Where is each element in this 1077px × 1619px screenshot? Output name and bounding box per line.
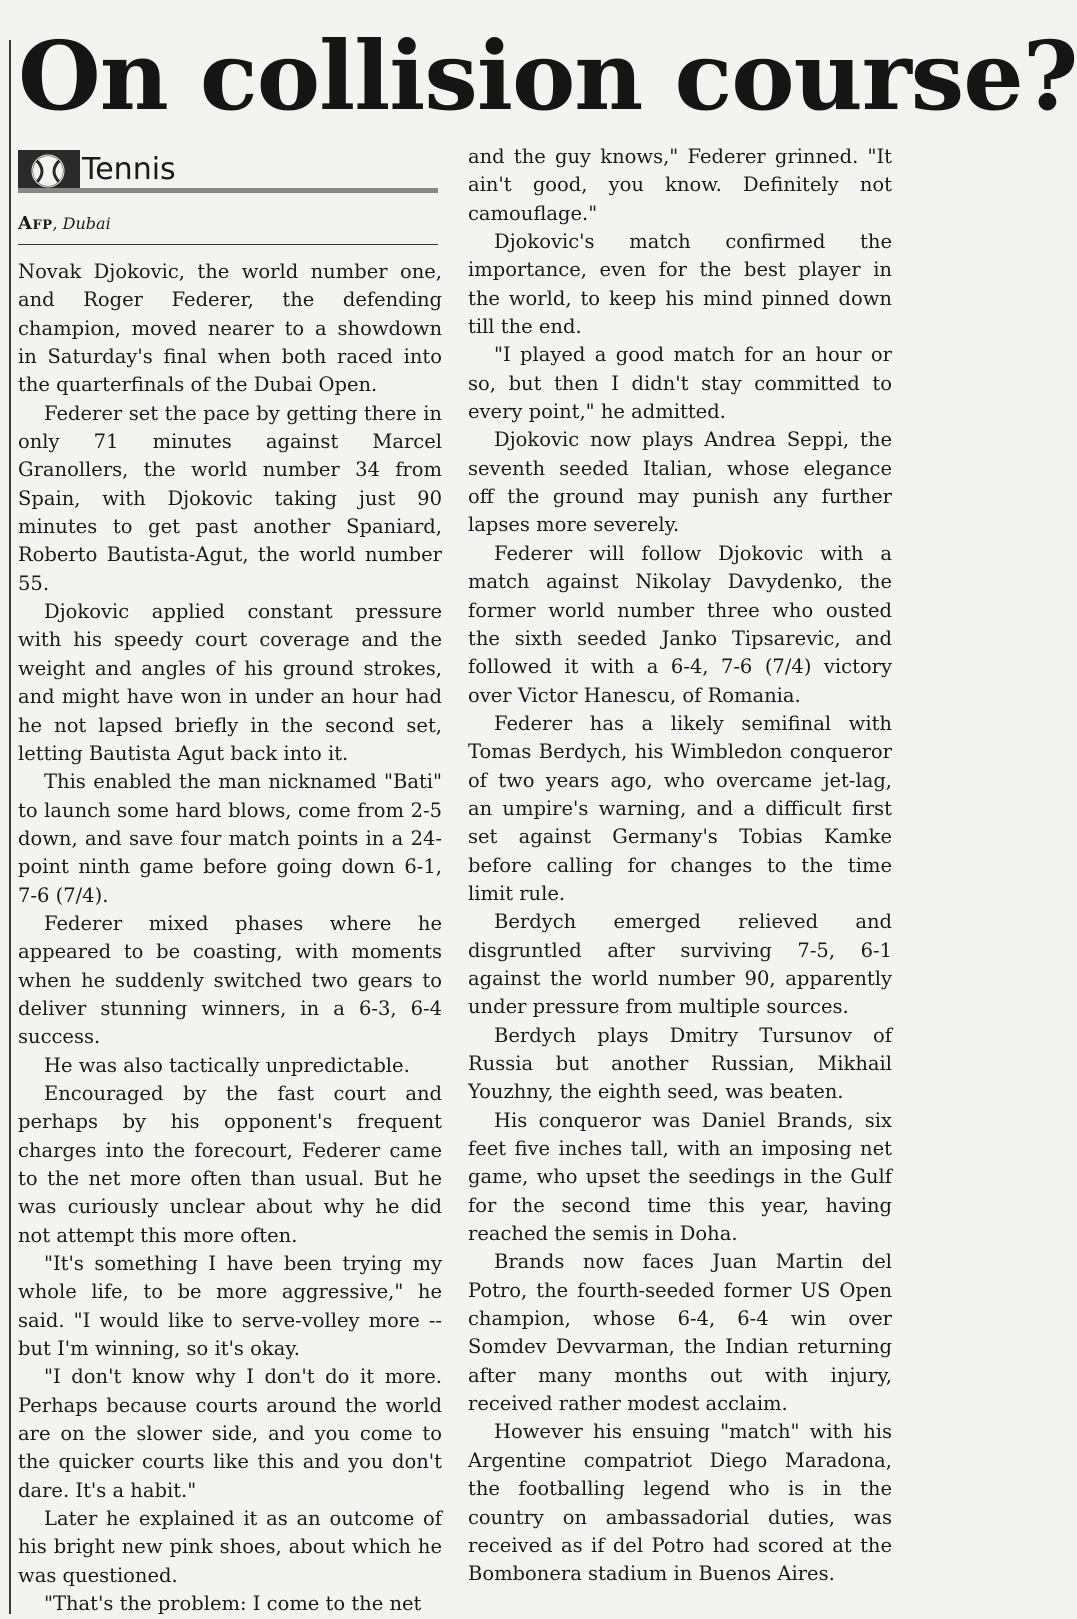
left-border-rule [9,40,11,1614]
paragraph: Djokovic applied constant pressure with his speedy court coverage and the weight and angles of his ground strokes, and might have won in under an hour had he not lapsed briefly in the second set, letting Bautista Agut back into it. [18,600,442,765]
paragraph: "I don't know why I don't do it more. Perhaps because courts around the world are on the slower side, and you come to the quicker courts like this and you don't dare. It's a habit." [18,1365,442,1502]
paragraph: Djokovic now plays Andrea Seppi, the seventh seeded Italian, whose elegance off the ground may punish any further lapses more severely. [468,428,892,537]
paragraph: He was also tactically unpredictable. [44,1053,410,1077]
paragraph: However his ensuing "match" with his Argentine compatriot Diego Maradona, the footballing legend who is in the country on ambassadorial duties, was received as if del Potro had scored at the Bombonera stadium in Buenos Aires. [468,1420,892,1586]
article-column-right [468,143,892,1589]
tennis-ball-icon [18,150,80,190]
byline-rule [18,244,438,245]
paragraph: Federer mixed phases where he appeared to be coasting, with moments when he suddenly switched two gears to deliver stunning winners, in a 6-3, 6-4 success. [18,911,442,1049]
paragraph: Novak Djokovic, the world number one, and Roger Federer, the defending champion, moved nearer to a showdown in Saturday's final when both raced into the quarterfinals of the Dubai Open. [18,260,442,397]
paragraph: Federer set the pace by getting there in only 71 minutes against Marcel Granollers, the world number 34 from Spain, with Djokovic taking just 90 minutes to get past another Spaniard, Roberto Bautista-Agut, the world number 55. [18,401,442,595]
byline-agency: Afp [18,213,53,234]
paragraph: Encouraged by the fast court and perhaps by his opponent's frequent charges into the forecourt, Federer came to the net more often than usual. But he was curiously unclear about why he did not attempt this more often. [18,1081,442,1247]
section-label: Tennis [82,152,176,187]
section-underline [18,188,438,193]
paragraph: Berdych plays Dmitry Tursunov of Russia but another Russian, Mikhail Youzhny, the eighth seed, was beaten. [468,1023,892,1104]
paragraph: Berdych emerged relieved and disgruntled after surviving 7-5, 6-1 against the world number 90, apparently under pressure from multiple sources. [468,910,892,1019]
paragraph: Djokovic's match confirmed the importance, even for the best player in the world, to keep his mind pinned down till the end. [468,230,892,339]
headline: On collision course? [18,21,1077,132]
paragraph: "I played a good match for an hour or so, but then I didn't stay committed to every point," he admitted. [468,343,892,424]
section-tag [18,150,446,198]
paragraph: Later he explained it as an outcome of his bright new pink shoes, about which he was questioned. [18,1507,442,1587]
paragraph: "It's something I have been trying my whole life, to be more aggressive," he said. "I would like to serve-volley more -- but I'm winning, so it's okay. [18,1252,442,1361]
paragraph: His conqueror was Daniel Brands, six feet five inches tall, with an imposing net game, who upset the seedings in the Gulf for the second time this year, having reached the semis in Doha. [468,1108,892,1246]
paragraph: and the guy knows," Federer grinned. "It ain't good, you know. Definitely not camouflage." [468,145,892,225]
paragraph: Federer has a likely semifinal with Tomas Berdych, his Wimbledon conqueror of two years ago, who overcame jet-lag, an umpire's warning, and a difficult first set against Germany's Tobias Kamke before calling for changes to the time limit rule. [468,711,892,905]
paragraph: This enabled the man nicknamed "Bati" to launch some hard blows, come from 2-5 down, and save four match points in a 24-point ninth game before going down 6-1, 7-6 (7/4). [18,770,442,907]
paragraph: Federer will follow Djokovic with a match against Nikolay Davydenko, the former world number three who ousted the sixth seeded Janko Tipsarevic, and followed it with a 6-4, 7-6 (7/4) victory over Victor Hanescu, of Romania. [468,541,892,707]
paragraph: "That's the problem: I come to the net [44,1592,422,1616]
paragraph: Brands now faces Juan Martin del Potro, the fourth-seeded former US Open champion, whose 6-4, 6-4 win over Somdev Devvarman, the Indian returning after many months out with injury, received rather modest acclaim. [468,1250,892,1416]
byline: Afp, Dubai [18,213,111,234]
byline-place: Dubai [62,214,111,233]
article-column-left [18,258,442,1619]
